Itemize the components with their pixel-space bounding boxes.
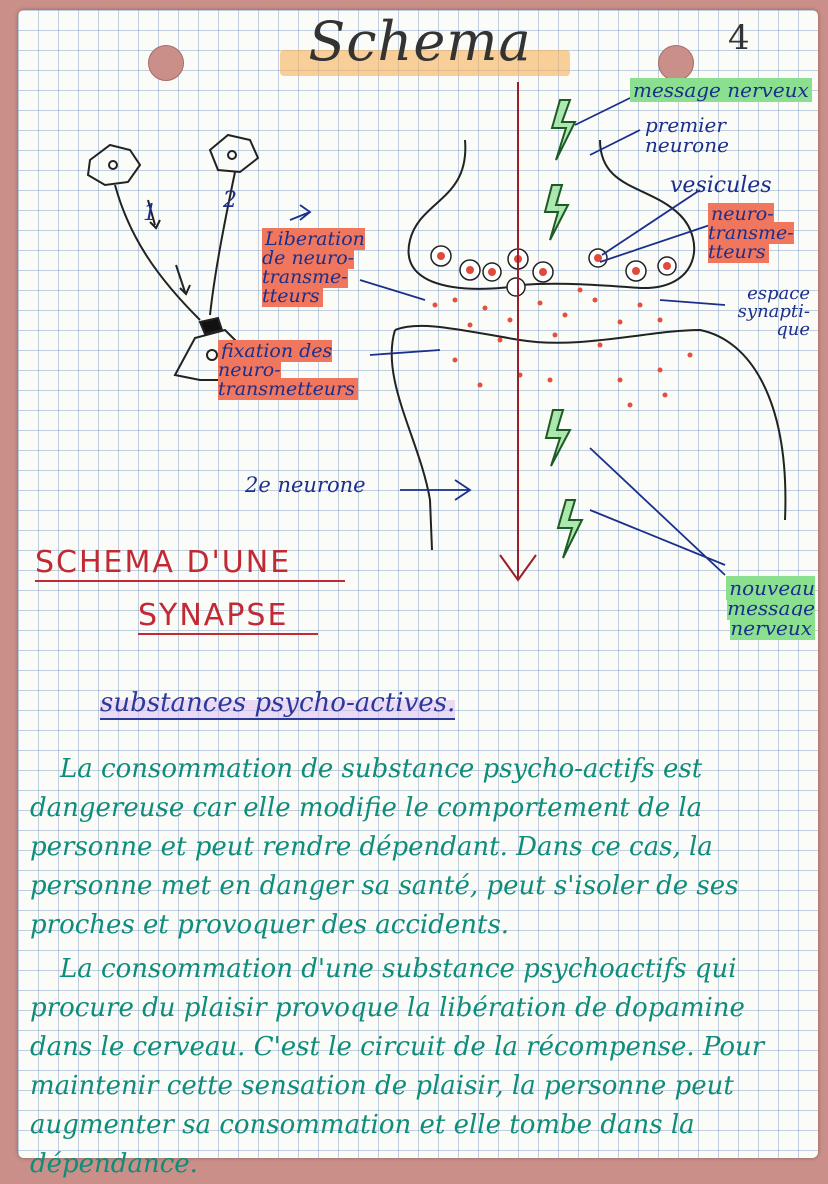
label-message-nerveux bbox=[630, 80, 815, 100]
diagram-heading-line1: SCHEMA D'UNE bbox=[35, 545, 345, 582]
nerve-impulse-icons bbox=[545, 100, 582, 558]
label-fixation-text: fixation des neuro-transmetteurs bbox=[218, 340, 358, 400]
label-liberation bbox=[262, 230, 392, 306]
lightning-icon bbox=[558, 500, 582, 558]
postsynaptic-stem-left bbox=[392, 330, 432, 550]
label-deuxieme-neurone: 2e neurone bbox=[245, 473, 366, 497]
section-title: substances psycho-actives. bbox=[100, 688, 456, 718]
neuron-1-nucleus bbox=[109, 161, 117, 169]
label-nouveau-message bbox=[665, 578, 815, 638]
presynaptic-terminal bbox=[392, 140, 786, 550]
label-neurotransmitters bbox=[708, 205, 808, 262]
axon-1 bbox=[115, 185, 200, 320]
paragraph-1: La consommation de substance psycho-actifs est dangereuse car elle modifie le comportement de la personne et peut rendre dépendant. Dans ce cas, la personne met en danger sa santé, peut s'isoler de ses proches et provoquer des accidents. bbox=[30, 754, 739, 940]
page-number: 4 bbox=[728, 18, 750, 58]
neuron-2-nucleus bbox=[228, 151, 236, 159]
neuron-1-body bbox=[88, 145, 140, 185]
lightning-icon bbox=[552, 100, 575, 160]
label-nouveau-message-text: nouveau message nerveux bbox=[727, 576, 815, 640]
synapse-dot bbox=[200, 318, 222, 334]
lightning-icon bbox=[545, 185, 568, 240]
pointer-lines bbox=[290, 98, 725, 575]
arrow-label-2: 2 bbox=[223, 188, 237, 213]
label-premier-neurone: premier neurone bbox=[645, 113, 729, 157]
label-fixation bbox=[218, 342, 368, 399]
neurotransmitter-dots bbox=[433, 288, 693, 408]
lightning-icon bbox=[546, 410, 570, 466]
vesicle-fusing bbox=[507, 278, 525, 296]
page-title: Schema bbox=[308, 10, 532, 73]
label-vesicules: vesicules bbox=[670, 173, 772, 198]
paragraph-2: La consommation d'une substance psychoactifs qui procure du plaisir provoque la libération de dopamine dans le cerveau. C'est le circuit de la récompense. Pour maintenir cette sensation de plaisir, la personne peut augmenter sa consommation et elle tombe dans la dépendance. bbox=[30, 954, 765, 1179]
label-message-nerveux-text: message nerveux bbox=[630, 78, 812, 102]
arrow-down-2 bbox=[176, 265, 190, 294]
label-espace-synaptique: espace synapti-que bbox=[737, 283, 810, 340]
arrow-label-1: 1 bbox=[143, 201, 157, 226]
neuron-3-nucleus bbox=[207, 350, 217, 360]
neuron-2-body bbox=[210, 135, 258, 172]
label-neurotransmitters-text: neuro-transme-tteurs bbox=[708, 203, 794, 263]
diagram-heading-line2: SYNAPSE bbox=[138, 598, 318, 635]
direction-arrow bbox=[500, 82, 536, 580]
label-liberation-text: Liberation de neuro-transme-tteurs bbox=[262, 228, 365, 307]
